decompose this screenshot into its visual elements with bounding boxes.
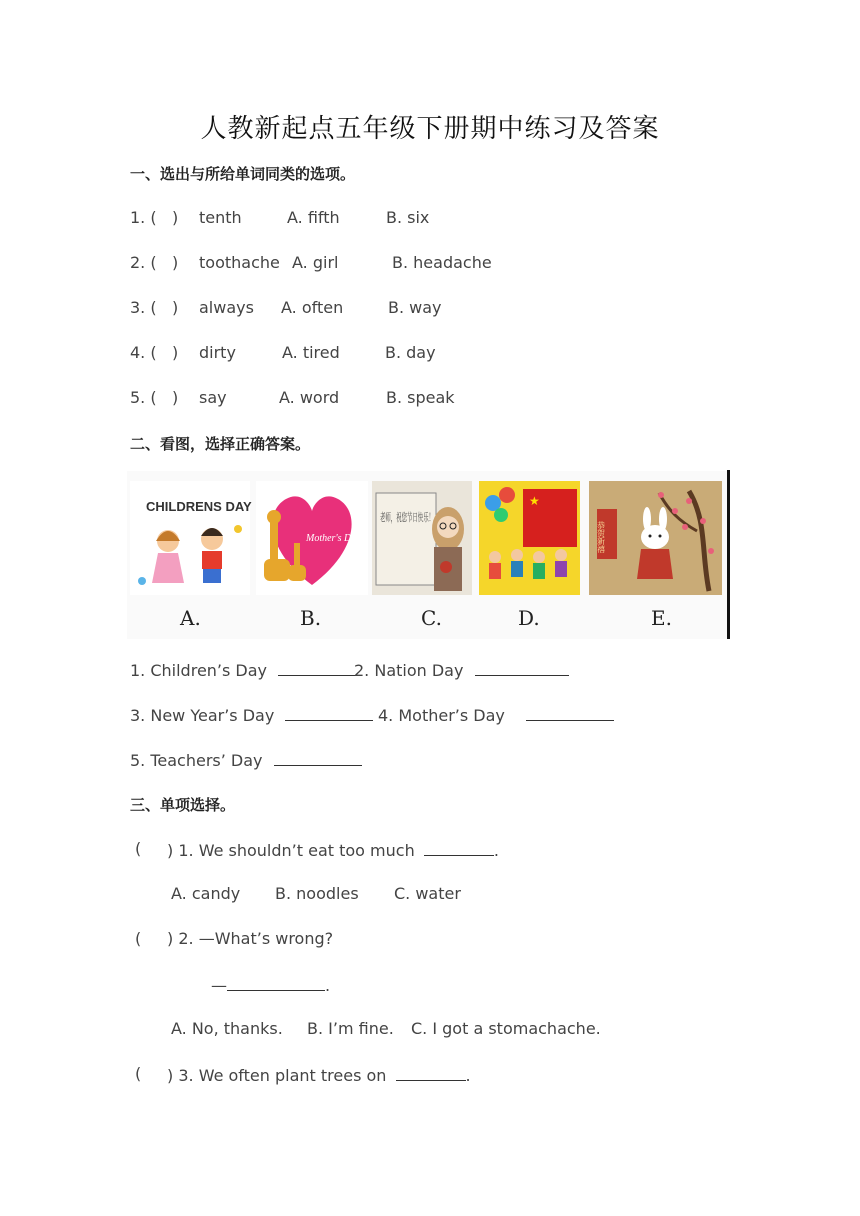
picture-label-b: B. bbox=[300, 606, 322, 630]
picture-new-year bbox=[589, 481, 722, 595]
q1-open-paren: ( bbox=[135, 839, 142, 858]
card-caption bbox=[380, 510, 434, 524]
q2-option-b: B. I’m fine. bbox=[307, 1019, 394, 1038]
option-a: A. girl bbox=[292, 253, 339, 272]
match-label: 5. Teachers’ Day bbox=[130, 751, 263, 770]
answer-blank[interactable] bbox=[227, 974, 325, 991]
answer-paren: ) bbox=[172, 298, 179, 317]
new-year-illustration bbox=[589, 481, 722, 595]
picture-border bbox=[727, 470, 730, 639]
q2-text: 2. —What’s wrong? bbox=[178, 929, 334, 948]
option-a: A. word bbox=[279, 388, 340, 407]
q3-text: 3. We often plant trees on bbox=[178, 1066, 387, 1085]
match-label: 4. Mother’s Day bbox=[378, 706, 505, 725]
item-number: 5. ( bbox=[130, 388, 157, 407]
mothers-day-illustration bbox=[256, 481, 368, 595]
option-a: A. fifth bbox=[287, 208, 340, 227]
picture-label-a: A. bbox=[180, 606, 201, 630]
svg-text:★: ★ bbox=[529, 494, 540, 508]
option-b: B. day bbox=[385, 343, 436, 362]
question-1 bbox=[167, 839, 499, 860]
match-item-3 bbox=[130, 704, 373, 725]
heart-caption: Mother's Day bbox=[306, 533, 361, 544]
item-number: 3. ( bbox=[130, 298, 157, 317]
given-word: dirty bbox=[199, 343, 236, 362]
q2-open-paren: ( bbox=[135, 929, 142, 948]
childrens-day-illustration bbox=[130, 481, 250, 595]
picture-label-e: E. bbox=[651, 606, 672, 630]
q1-close-paren: ) bbox=[167, 841, 174, 860]
q2-close-paren: ) bbox=[167, 929, 174, 948]
q1-option-a: A. candy bbox=[171, 884, 241, 903]
given-word: say bbox=[199, 388, 227, 407]
answer-blank[interactable] bbox=[424, 839, 494, 856]
q2-end: . bbox=[325, 976, 331, 995]
banner-caption: 恭贺新禧 bbox=[596, 521, 606, 553]
item-number: 4. ( bbox=[130, 343, 157, 362]
q2-answer-line bbox=[211, 974, 330, 995]
q3-end: . bbox=[465, 1066, 471, 1085]
option-a: A. tired bbox=[282, 343, 340, 362]
match-item-5 bbox=[130, 749, 362, 770]
picture-national-day bbox=[479, 481, 580, 595]
option-b: B. way bbox=[388, 298, 442, 317]
q1-text: 1. We shouldn’t eat too much bbox=[178, 841, 415, 860]
picture-childrens-day bbox=[130, 481, 250, 595]
option-a: A. often bbox=[281, 298, 344, 317]
list-item bbox=[130, 208, 157, 227]
option-b: B. speak bbox=[386, 388, 455, 407]
section2-heading: 二、看图，选择正确答案。 bbox=[130, 435, 311, 453]
question-2 bbox=[167, 929, 333, 948]
q2-option-a: A. No, thanks. bbox=[171, 1019, 283, 1038]
answer-blank[interactable] bbox=[475, 659, 569, 676]
q2-option-c: C. I got a stomachache. bbox=[411, 1019, 601, 1038]
question-3 bbox=[167, 1064, 471, 1085]
option-b: B. six bbox=[386, 208, 430, 227]
picture-teachers-day bbox=[372, 481, 472, 595]
match-item-2 bbox=[354, 659, 569, 680]
answer-paren: ) bbox=[172, 253, 179, 272]
match-label: 2. Nation Day bbox=[354, 661, 464, 680]
picture-mothers-day bbox=[256, 481, 368, 595]
picture-label-d: D. bbox=[518, 606, 540, 630]
option-b: B. headache bbox=[392, 253, 492, 272]
match-item-1 bbox=[130, 659, 356, 680]
answer-blank[interactable] bbox=[526, 704, 614, 721]
given-word: always bbox=[199, 298, 254, 317]
item-number: 1. ( bbox=[130, 208, 157, 227]
childrens-day-caption: CHILDRENS DAY bbox=[146, 499, 252, 514]
teachers-day-illustration bbox=[372, 481, 472, 595]
given-word: toothache bbox=[199, 253, 280, 272]
item-number: 2. ( bbox=[130, 253, 157, 272]
picture-label-c: C. bbox=[421, 606, 442, 630]
q3-close-paren: ) bbox=[167, 1066, 174, 1085]
answer-blank[interactable] bbox=[396, 1064, 466, 1081]
page-title: 人教新起点五年级下册期中练习及答案 bbox=[200, 114, 660, 144]
q3-open-paren: ( bbox=[135, 1064, 142, 1083]
q1-end: . bbox=[493, 841, 499, 860]
answer-blank[interactable] bbox=[285, 704, 373, 721]
section1-heading: 一、选出与所给单词同类的选项。 bbox=[130, 165, 356, 183]
answer-blank[interactable] bbox=[278, 659, 356, 676]
answer-blank[interactable] bbox=[274, 749, 362, 766]
match-item-4 bbox=[378, 704, 614, 725]
answer-paren: ) bbox=[172, 208, 179, 227]
national-day-illustration bbox=[479, 481, 580, 595]
answer-dash: — bbox=[211, 976, 227, 995]
q1-option-c: C. water bbox=[394, 884, 461, 903]
section3-heading: 三、单项选择。 bbox=[130, 796, 236, 814]
answer-paren: ) bbox=[172, 388, 179, 407]
q1-option-b: B. noodles bbox=[275, 884, 359, 903]
given-word: tenth bbox=[199, 208, 242, 227]
match-label: 1. Children’s Day bbox=[130, 661, 268, 680]
match-label: 3. New Year’s Day bbox=[130, 706, 275, 725]
answer-paren: ) bbox=[172, 343, 179, 362]
